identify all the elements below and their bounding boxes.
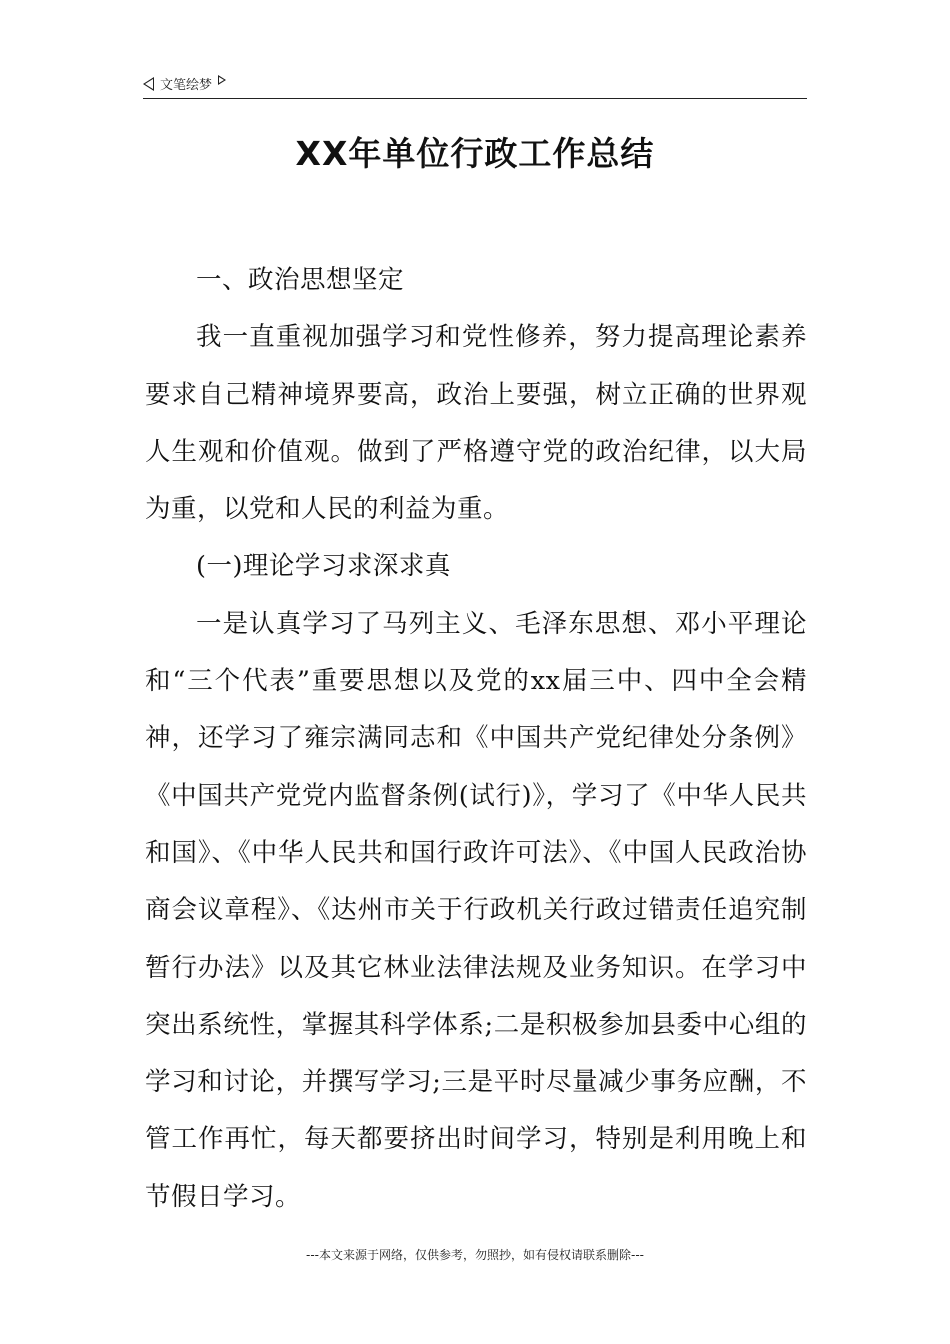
document-body: [145, 252, 807, 1226]
document-title: XX年单位行政工作总结: [295, 134, 655, 173]
section-heading: 一、政治思想坚定: [196, 265, 405, 295]
header-brand-group: [143, 74, 226, 93]
header-brand: 文笔绘梦: [160, 78, 213, 93]
body-paragraph: 一是认真学习了马列主义、毛泽东思想、邓小平理论和“三个代表”重要思想以及党的xx届三中、四中全会精神，还学习了雍宗满同志和《中国共产党纪律处分条例》《中国共产党党内监督条例(试行)》，学习了《中华人民共和国》、《中华人民共和国行政许可法》、《中国人民政治协商会议章程》、《达州市关于行政机关行政过错责任追究制暂行办法》以及其它林业法律法规及业务知识。在学习中突出系统性，掌握其科学体系;二是积极参加县委中心组的学习和讨论，并撰写学习;三是平时尽量减少事务应酬，不管工作再忙，每天都要挤出时间学习，特别是利用晚上和节假日学习。: [145, 608, 807, 1212]
page-header: [143, 70, 807, 99]
subsection-heading: (一)理论学习求深求真: [196, 551, 451, 582]
left-triangle-icon: [143, 77, 154, 91]
right-triangle-icon: [218, 75, 226, 85]
footer-disclaimer: ---本文来源于网络，仅供参考，勿照抄，如有侵权请联系删除---: [306, 1248, 644, 1262]
body-paragraph: 我一直重视加强学习和党性修养，努力提高理论素养要求自己精神境界要高，政治上要强，树立正确的世界观人生观和价值观。做到了严格遵守党的政治纪律，以大局为重，以党和人民的利益为重。: [145, 322, 807, 525]
